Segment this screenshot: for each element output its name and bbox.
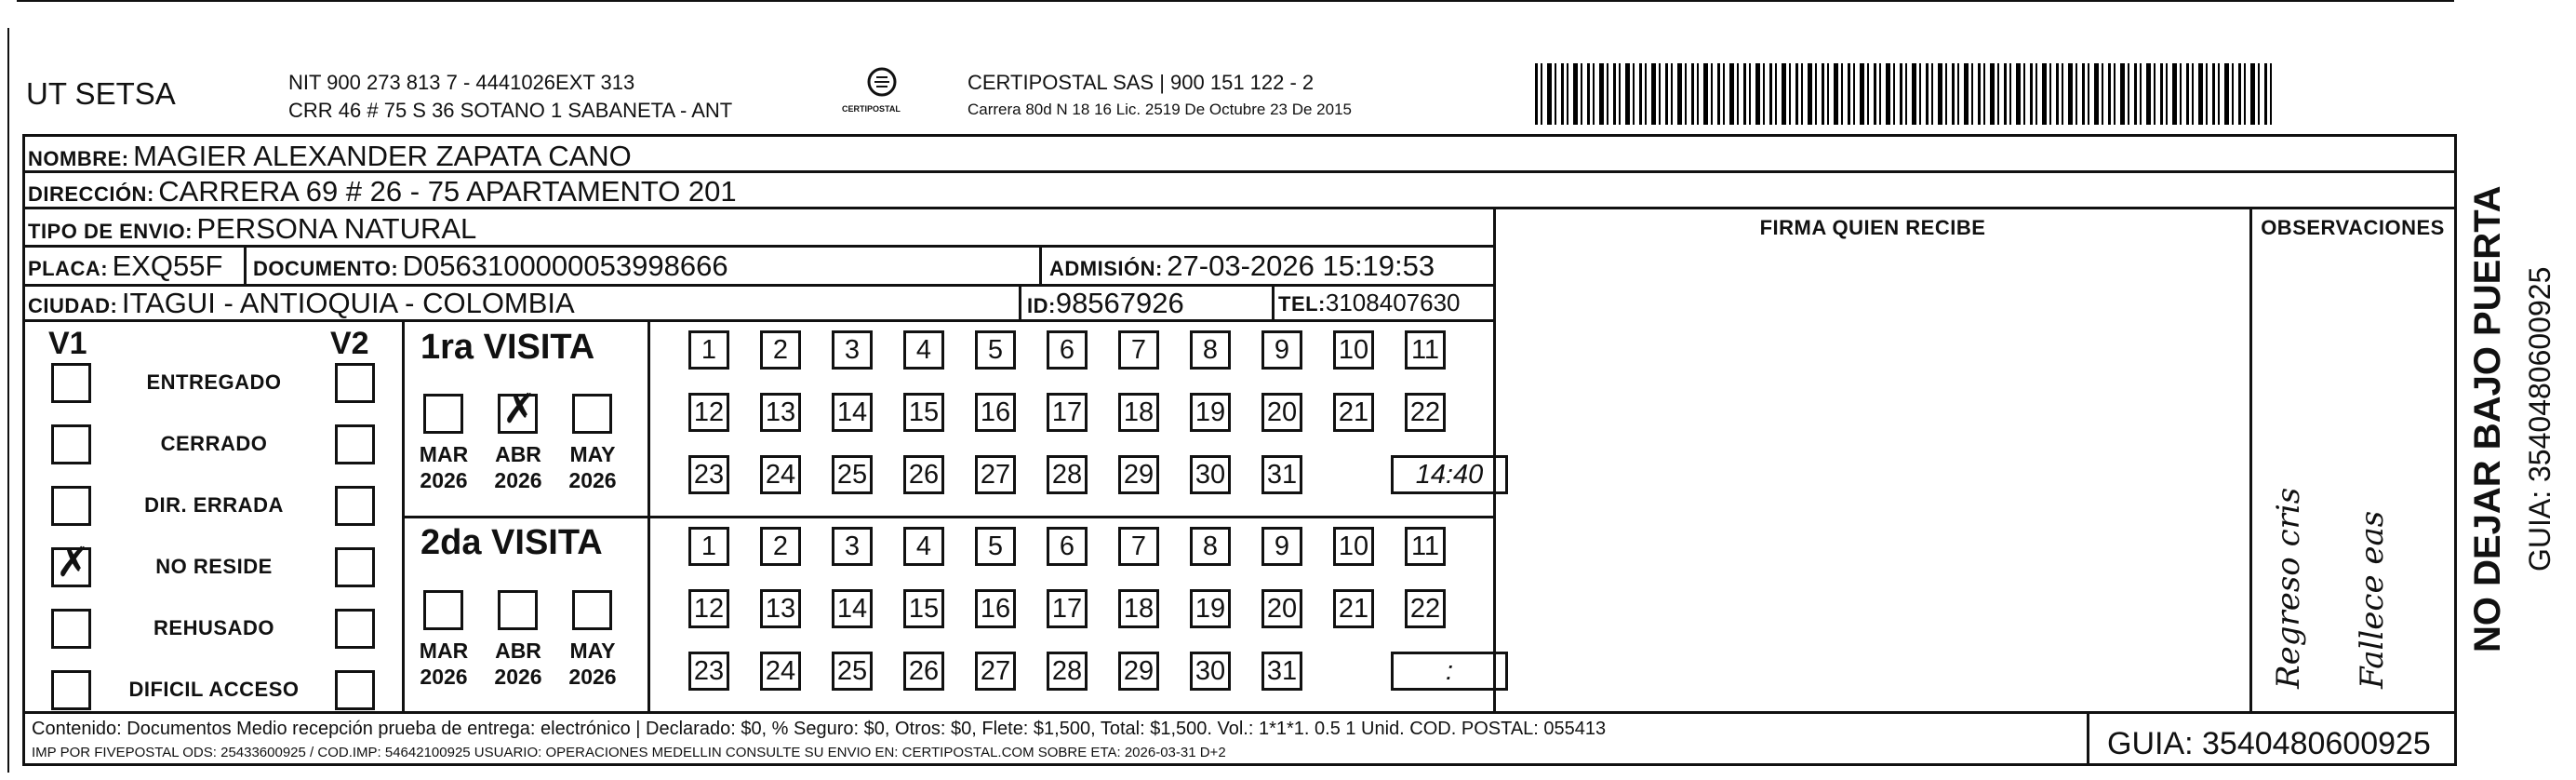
documento-value: D0563100000053998666 [402,249,728,282]
visita2-day-box[interactable]: 2 [760,527,801,566]
status-label: REHUSADO [153,616,274,639]
rule [2454,134,2457,766]
documento-label: DOCUMENTO: [253,257,399,280]
visita2-day-box[interactable]: 31 [1261,652,1302,691]
id-label: ID: [1027,294,1056,317]
rule [22,711,2456,714]
certipostal-license: Carrera 80d N 18 16 Lic. 2519 De Octubre 23 De 2015 [968,101,1352,118]
direccion-label: DIRECCIÓN: [28,182,154,206]
visita1-day-box[interactable]: 28 [1047,455,1088,494]
visita1-day-box[interactable]: 27 [975,455,1016,494]
admision-label: ADMISIÓN: [1049,257,1163,280]
visita2-day-box[interactable]: 10 [1333,527,1374,566]
visita2-day-box[interactable]: 16 [975,589,1016,628]
ciudad-label: CIUDAD: [28,294,118,317]
visita1-day-box[interactable]: 16 [975,393,1016,432]
rule [2249,207,2252,714]
handwriting-obs [2270,335,2326,689]
firma-header: FIRMA QUIEN RECIBE [1759,216,1986,239]
visita2-day-box[interactable]: 29 [1118,652,1159,691]
nombre-value: MAGIER ALEXANDER ZAPATA CANO [133,140,632,172]
tel-label: TEL: [1278,292,1326,316]
v2-checkbox[interactable] [335,547,375,587]
v2-header: V2 [330,326,369,361]
v1-checkbox[interactable] [51,363,91,403]
certipostal-info: CERTIPOSTAL SAS | 900 151 122 - 2 [968,71,1315,94]
visita1-day-box[interactable]: 4 [903,330,944,370]
footer-guia: GUIA: 3540480600925 [2107,726,2431,761]
visita2-year-label: 2026 [420,665,468,689]
company-address: CRR 46 # 75 S 36 SOTANO 1 SABANETA - ANT [288,99,733,122]
visita1-day-box[interactable]: 21 [1333,393,1374,432]
v1-checkbox[interactable] [51,486,91,526]
ciudad-value: ITAGUI - ANTIOQUIA - COLOMBIA [121,287,575,319]
footer-line1: Contenido: Documentos Medio recepción prueba de entrega: electrónico | Declarado: $0, % Seguro: $0, Otros: $0, Flete: $1,500, Total: $1,500. Vol.: 1*1*1. 0.5 1 Unid. COD. POSTAL: 055413 [32,719,1607,739]
visita2-day-box[interactable]: 4 [903,527,944,566]
visita1-day-box[interactable]: 29 [1118,455,1159,494]
visita1-month-checkbox[interactable] [498,386,538,434]
visita1-day-box[interactable]: 15 [903,393,944,432]
visita2-title: 2da VISITA [420,523,603,562]
visita1-day-box[interactable]: 26 [903,455,944,494]
left-border [7,28,9,773]
visita1-day-box[interactable]: 5 [975,330,1016,370]
v1-checkbox[interactable] [51,540,91,587]
visita2-day-box[interactable]: 27 [975,652,1016,691]
visita1-year-label: 2026 [568,468,617,492]
rule [402,516,1496,518]
visita1-day-box[interactable]: 11 [1405,330,1446,370]
footer-line2: IMP POR FIVEPOSTAL ODS: 25433600925 / COD.IMP: 54642100925 USUARIO: OPERACIONES MEDELLIN CONSULTE SU ENVIO EN: CERTIPOSTAL.COM SOBRE ETA: 2026-03-31 D+2 [32,745,1226,760]
visita2-day-box[interactable]: 14 [832,589,873,628]
visita1-time-box[interactable]: 14:40 [1391,455,1508,494]
v2-checkbox[interactable] [335,609,375,649]
visita1-day-box[interactable]: 6 [1047,330,1088,370]
rule [22,134,2456,137]
visita1-month-label: ABR [495,442,541,466]
visita2-day-box[interactable]: 26 [903,652,944,691]
visita1-day-box[interactable]: 17 [1047,393,1088,432]
visita1-day-box[interactable]: 3 [832,330,873,370]
side-no-dejar [2467,140,2523,698]
visita2-day-box[interactable]: 28 [1047,652,1088,691]
visita2-day-box[interactable]: 24 [760,652,801,691]
status-label: ENTREGADO [146,370,282,394]
direccion-value: CARRERA 69 # 26 - 75 APARTAMENTO 201 [158,175,737,208]
visita2-day-box[interactable]: 12 [688,589,729,628]
visita2-day-box[interactable]: 30 [1190,652,1231,691]
visita2-day-box[interactable]: 5 [975,527,1016,566]
visita2-day-box[interactable]: 25 [832,652,873,691]
handwriting-obs2: Fallece eas [2354,510,2391,689]
visita1-title: 1ra VISITA [420,328,595,367]
visita1-year-label: 2026 [494,468,542,492]
visita2-month-checkbox[interactable] [423,590,463,630]
visita1-month-label: MAR [419,442,469,466]
visita1-day-box[interactable]: 30 [1190,455,1231,494]
status-label: CERRADO [160,432,268,455]
visita1-day-box[interactable]: 1 [688,330,729,370]
visita2-day-box[interactable]: 18 [1118,589,1159,628]
visita1-month-checkbox[interactable] [423,394,463,434]
visita2-month-checkbox[interactable] [572,590,612,630]
visita1-day-box[interactable]: 22 [1405,393,1446,432]
visita1-day-box[interactable]: 9 [1261,330,1302,370]
rule [1272,284,1275,319]
visita2-day-box[interactable]: 15 [903,589,944,628]
placa-label: PLACA: [28,257,109,280]
visita1-day-box[interactable]: 18 [1118,393,1159,432]
rule [2087,711,2089,765]
visita1-day-box[interactable]: 7 [1118,330,1159,370]
v2-checkbox[interactable] [335,486,375,526]
handwriting-obs1: Regreso cris [2270,487,2307,689]
visita1-year-label: 2026 [420,468,468,492]
rule [244,245,247,284]
visita1-month-label: MAY [569,442,616,466]
nombre-label: NOMBRE: [28,147,129,170]
visita2-day-box[interactable]: 22 [1405,589,1446,628]
status-label: DIR. ERRADA [144,493,284,517]
visita1-day-box[interactable]: 10 [1333,330,1374,370]
company-name: UT SETSA [26,76,176,111]
visita2-day-box[interactable]: 7 [1118,527,1159,566]
handwriting-obs-b [2354,335,2409,689]
visita1-month-checkbox[interactable] [572,394,612,434]
visita2-year-label: 2026 [568,665,617,689]
visita2-day-box[interactable]: 8 [1190,527,1231,566]
rule [1019,284,1021,319]
v1-checkbox[interactable] [51,424,91,464]
v1-header: V1 [48,326,87,361]
rule [22,763,2456,766]
visita1-day-box[interactable]: 14 [832,393,873,432]
visita2-day-box[interactable]: 9 [1261,527,1302,566]
observaciones-header: OBSERVACIONES [2261,216,2445,239]
side-guia-text: GUIA: 3540480600925 [2523,266,2556,572]
tipo-label: TIPO DE ENVIO: [28,220,193,243]
status-label: NO RESIDE [155,555,273,578]
certipostal-logo-icon [863,65,901,102]
visita1-day-box[interactable]: 31 [1261,455,1302,494]
visita2-day-box[interactable]: 19 [1190,589,1231,628]
v2-checkbox[interactable] [335,670,375,710]
visita2-day-box[interactable]: 1 [688,527,729,566]
visita1-day-box[interactable]: 24 [760,455,801,494]
visita2-day-box[interactable]: 11 [1405,527,1446,566]
visita2-day-box[interactable]: 21 [1333,589,1374,628]
visita2-day-box[interactable]: 17 [1047,589,1088,628]
visita1-day-box[interactable]: 13 [760,393,801,432]
side-guia [2523,140,2566,698]
top-border [17,0,2454,2]
visita2-day-box[interactable]: 6 [1047,527,1088,566]
v2-checkbox[interactable] [335,424,375,464]
admision-value: 27-03-2026 15:19:53 [1167,249,1435,282]
visita1-day-box[interactable]: 23 [688,455,729,494]
visita2-year-label: 2026 [494,665,542,689]
visita2-day-box[interactable]: 13 [760,589,801,628]
v1-checkbox[interactable] [51,609,91,649]
visita2-day-box[interactable]: 3 [832,527,873,566]
id-value: 98567926 [1055,287,1184,319]
visita2-month-label: MAY [569,639,616,663]
visita2-month-label: ABR [495,639,541,663]
tel-value: 3108407630 [1325,289,1461,316]
visita1-day-box[interactable]: 20 [1261,393,1302,432]
visita2-day-box[interactable]: 23 [688,652,729,691]
rule [22,134,25,766]
visita2-day-box[interactable]: 20 [1261,589,1302,628]
rule [1039,245,1042,284]
check-mark-icon: ✗ [56,540,90,585]
tipo-value: PERSONA NATURAL [196,212,477,245]
visita1-day-box[interactable]: 12 [688,393,729,432]
side-no-dejar-text: NO DEJAR BAJO PUERTA [2467,185,2508,652]
check-mark-icon: ✗ [502,386,537,432]
barcode [1535,63,2275,125]
visita2-time-box[interactable]: : [1391,652,1508,691]
visita1-day-box[interactable]: 25 [832,455,873,494]
company-nit: NIT 900 273 813 7 - 4441026EXT 313 [288,71,635,94]
v2-checkbox[interactable] [335,363,375,403]
visita2-month-checkbox[interactable] [498,590,538,630]
placa-value: EXQ55F [112,249,223,282]
v1-checkbox[interactable] [51,670,91,710]
visita2-month-label: MAR [419,639,469,663]
visita1-day-box[interactable]: 8 [1190,330,1231,370]
visita1-day-box[interactable]: 19 [1190,393,1231,432]
visita1-day-box[interactable]: 2 [760,330,801,370]
logo-caption: CERTIPOSTAL [842,104,901,114]
status-label: DIFICIL ACCESO [128,678,300,701]
